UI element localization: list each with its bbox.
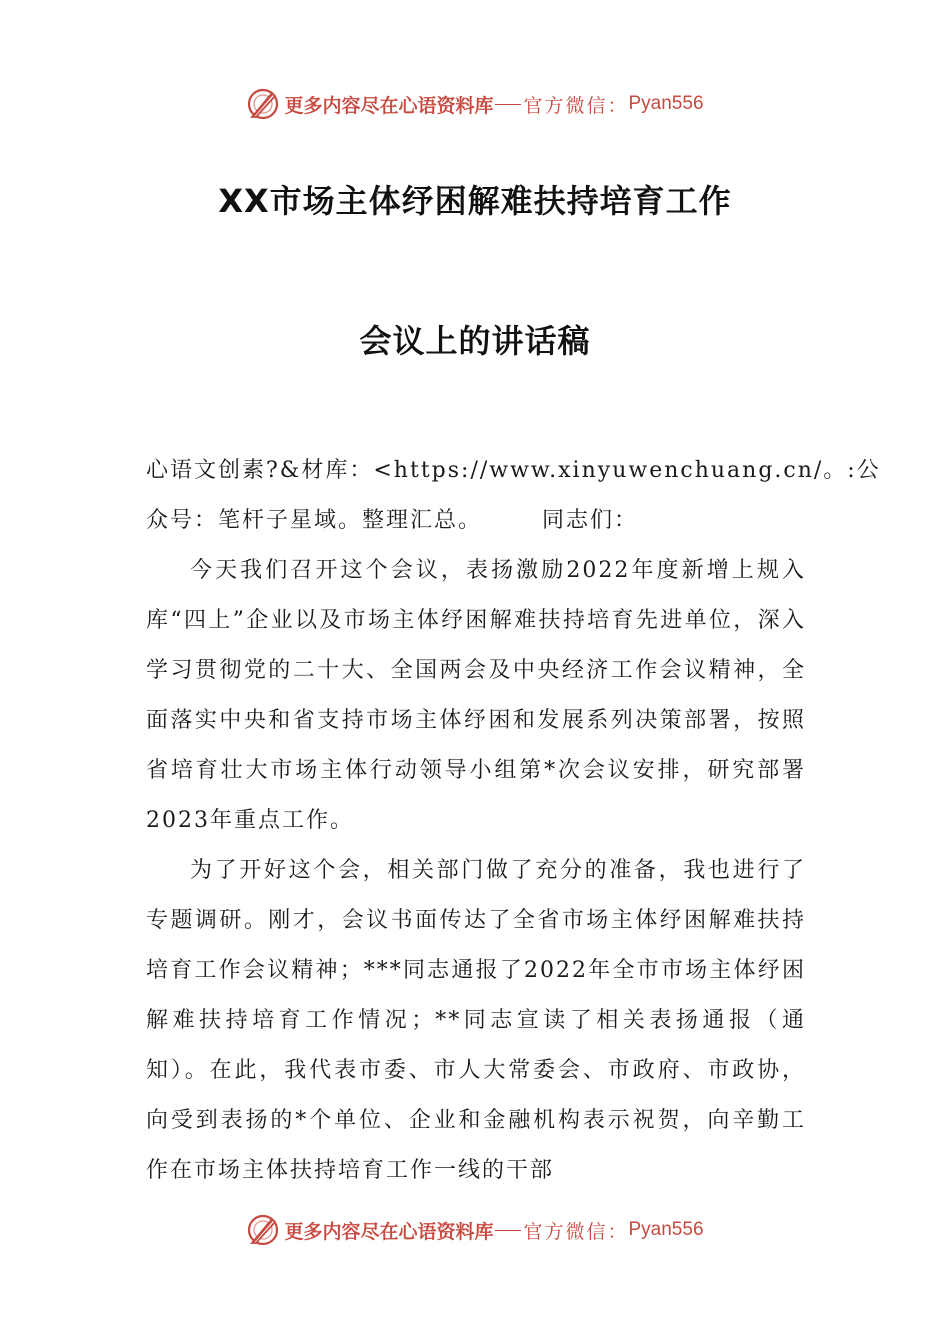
intro-account-line xyxy=(146,496,806,546)
paragraph-2: 为了开好这个会，相关部门做了充分的准备，我也进行了专题调研。刚才，会议书面传达了全省市场主体纾困解难扶持培育工作会议精神；***同志通报了2022年全市市场主体纾困解难扶持培育工作情况；**同志宣读了相关表扬通报（通知）。在此，我代表市委、市人大常委会、市政府、市政协，向受到表扬的*个单位、企业和金融机构表示祝贺，向辛勤工作在市场主体扶持培育工作一线的干部 xyxy=(146,858,806,1183)
greeting: 同志们： xyxy=(542,508,639,533)
watermark-divider xyxy=(495,1230,521,1231)
watermark-slogan: 更多内容尽在心语资料库 xyxy=(284,1220,494,1243)
intro-account-text: 众号：笔杆子星域。整理汇总。 xyxy=(146,508,483,533)
watermark-wechat-id: Pyan556 xyxy=(628,93,704,114)
document-body xyxy=(146,446,881,1196)
document-title-line-1: XX市场主体纾困解难扶持培育工作 xyxy=(218,182,732,220)
quill-logo-icon xyxy=(246,1213,280,1247)
watermark-wechat-id: Pyan556 xyxy=(628,1219,704,1240)
watermark-divider xyxy=(495,104,521,105)
quill-logo-icon xyxy=(246,87,280,121)
watermark-wechat-label: 官方微信： xyxy=(523,1220,629,1243)
intro-source-line: 心语文创素?&材库：<https://www.xinyuwenchuang.cn/。:公 xyxy=(146,458,881,483)
watermark-slogan: 更多内容尽在心语资料库 xyxy=(284,94,494,117)
watermark-banner-bottom xyxy=(0,1210,950,1250)
watermark-wechat-label: 官方微信： xyxy=(523,94,629,117)
watermark-banner-top xyxy=(0,84,950,124)
paragraph-1: 今天我们召开这个会议，表扬激励2022年度新增上规入库“四上”企业以及市场主体纾困解难扶持培育先进单位，深入学习贯彻党的二十大、全国两会及中央经济工作会议精神，全面落实中央和省支持市场主体纾困和发展系列决策部署，按照省培育壮大市场主体行动领导小组第*次会议安排，研究部署2023年重点工作。 xyxy=(146,558,806,833)
document-title-line-2: 会议上的讲话稿 xyxy=(359,322,591,360)
